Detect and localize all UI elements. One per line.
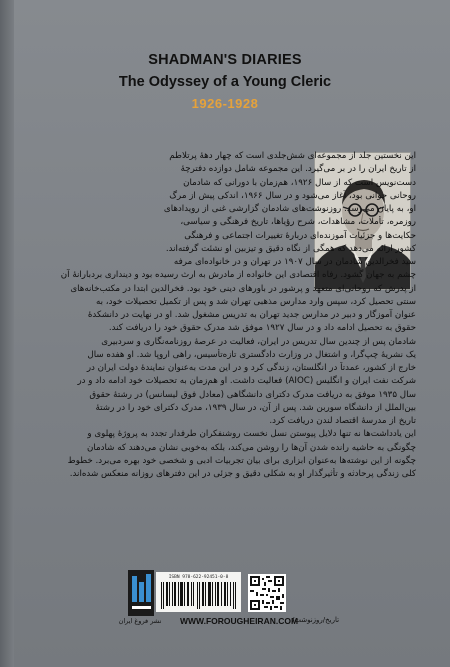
qr-code-icon — [250, 576, 284, 610]
text-line: سال ۱۹۳۵ موفق به دریافت مدرک دکترای دانشگاهی (معادل فوق لیسانس) در رشتهٔ حقوق — [89, 389, 416, 400]
text-line: تاریخ از مدرسهٔ اقتصاد لندن دریافت کرد. — [269, 416, 416, 426]
text-line: روزمره، تأملات، مشاهدات، شرح رؤیاها، تاریخ فرهنگی و سیاسی، — [180, 217, 416, 228]
text-line: حکایت‌ها و جزئیات آموزنده‌ای دربارهٔ تغییرات اجتماعی و فرهنگی — [184, 230, 416, 241]
book-subtitle: The Odyssey of a Young Cleric — [118, 74, 332, 90]
book-title: SHADMAN'S DIARIES — [148, 52, 302, 68]
description-text — [30, 150, 416, 481]
text-line: کشور ارائه می‌دهد که همگی از نگاه دقیق و تیزبین او نشئت گرفته‌اند. — [165, 243, 416, 254]
text-line: از پدرش که روحانی‌ای متعهد و پرشور در باورهای دینی خود بود. فخرالدین ابتدا در مکتب‌خانه‌های — [70, 283, 416, 294]
publisher-name: نشر فروغ ایران — [118, 617, 162, 625]
text-line: چگونگی به حاشیه رانده شدن آن‌ها را روشن می‌کند، بلکه به‌خوبی نشان می‌دهند که شادمان — [86, 442, 416, 453]
text-line: حقوق به تحصیل ادامه داد و در سال ۱۹۲۷ موفق شد مدرک حقوق خود را دریافت کند. — [108, 323, 416, 334]
publisher-logo — [128, 570, 154, 616]
text-line: چشم به جهان گشود. رفاه اقتصادی این خانواده از مادرش به ارث رسیده بود و دینداری بردبارانهٔ آن — [60, 270, 416, 281]
text-line: بین‌الملل از دانشگاه سوربن شد. پس از آن، در سال ۱۹۳۹، مدرک دکترای خود را در رشتهٔ — [95, 402, 416, 413]
book-years: 1926-1928 — [191, 96, 259, 111]
publisher-logo-icon — [128, 570, 154, 616]
text-line: یک نشریهٔ چپ‌گرا، و اشتغال در وزارت دادگستری تازه‌تأسیس، راهی اروپا شد. او هفده سال — [87, 349, 416, 360]
text-line: دست‌نویس است که از سال ۱۹۲۶، هم‌زمان با دورانی که شادمان — [183, 177, 416, 188]
isbn-barcode — [156, 572, 241, 612]
text-line: کلی زندگی پرحادثه و تأثیرگذار او به شکلی دقیق و جزئی در این دفترهای روزانه منعکس شده‌اند. — [69, 469, 416, 479]
publication-note: تاریخ/روزنوشت/ — [292, 616, 340, 624]
text-line: روحانی جوانی بود، آغاز می‌شود و در سال ۱۹۶۶، اندکی پیش از مرگ — [169, 190, 416, 201]
text-line: این نخستین جلد از مجموعه‌ای شش‌جلدی است که چهار دههٔ پرتلاطم — [169, 151, 416, 161]
text-line: او، به پایان می‌رسد. روزنوشت‌های شادمان گزارشی غنی از رویدادهای — [163, 204, 416, 214]
qr-code — [248, 574, 286, 612]
text-line: سنتی تحصیل کرد، سپس وارد مدارس مذهبی تهران شد و پس از تکمیل تحصیلات خود، به — [95, 296, 416, 307]
barcode-icon — [161, 582, 236, 609]
cover-header — [0, 52, 450, 111]
text-line: این یادداشت‌ها نه تنها دلایل پیوستن نسل نخست روشنفکران طرفدار تجدد به پروژهٔ پهلوی و — [87, 429, 416, 440]
text-line: خارج از کشور، عمدتاً در انگلستان، زندگی کرد و در این مدت به‌عنوان نمایندهٔ دولت ایران در — [86, 363, 416, 373]
text-line: چگونه از این نوشته‌ها به‌عنوان ابزاری برای بیان تجربیات ادبی و شخصی خود بهره می‌برد. خطوط — [67, 455, 416, 466]
publisher-website: WWW.FOROUGHEIRAN.COM — [180, 616, 299, 626]
text-line: شادمان پس از چندین سال تدریس در ایران، فعالیت در عرصهٔ روزنامه‌نگاری و سردبیری — [101, 336, 416, 347]
text-line: از تاریخ ایران را در بر می‌گیرد. این مجموعه شامل دوازده دفترچهٔ — [180, 164, 416, 175]
isbn-number: ISBN 978-622-92451-0-8 — [168, 575, 229, 580]
text-line: سید فخرالدین شادمان در سال ۱۹۰۷ در تهران و در خانواده‌ای مرفه — [173, 257, 416, 267]
text-line: عنوان آموزگار و دبیر در مدارس جدید تهران به تدریس مشغول شد. او در نهایت در دانشکدهٔ — [87, 310, 416, 320]
text-line: شرکت نفت ایران و انگلیس (AIOC) فعالیت داشت. او هم‌زمان به تحصیلات خود ادامه داد و در — [77, 376, 416, 387]
